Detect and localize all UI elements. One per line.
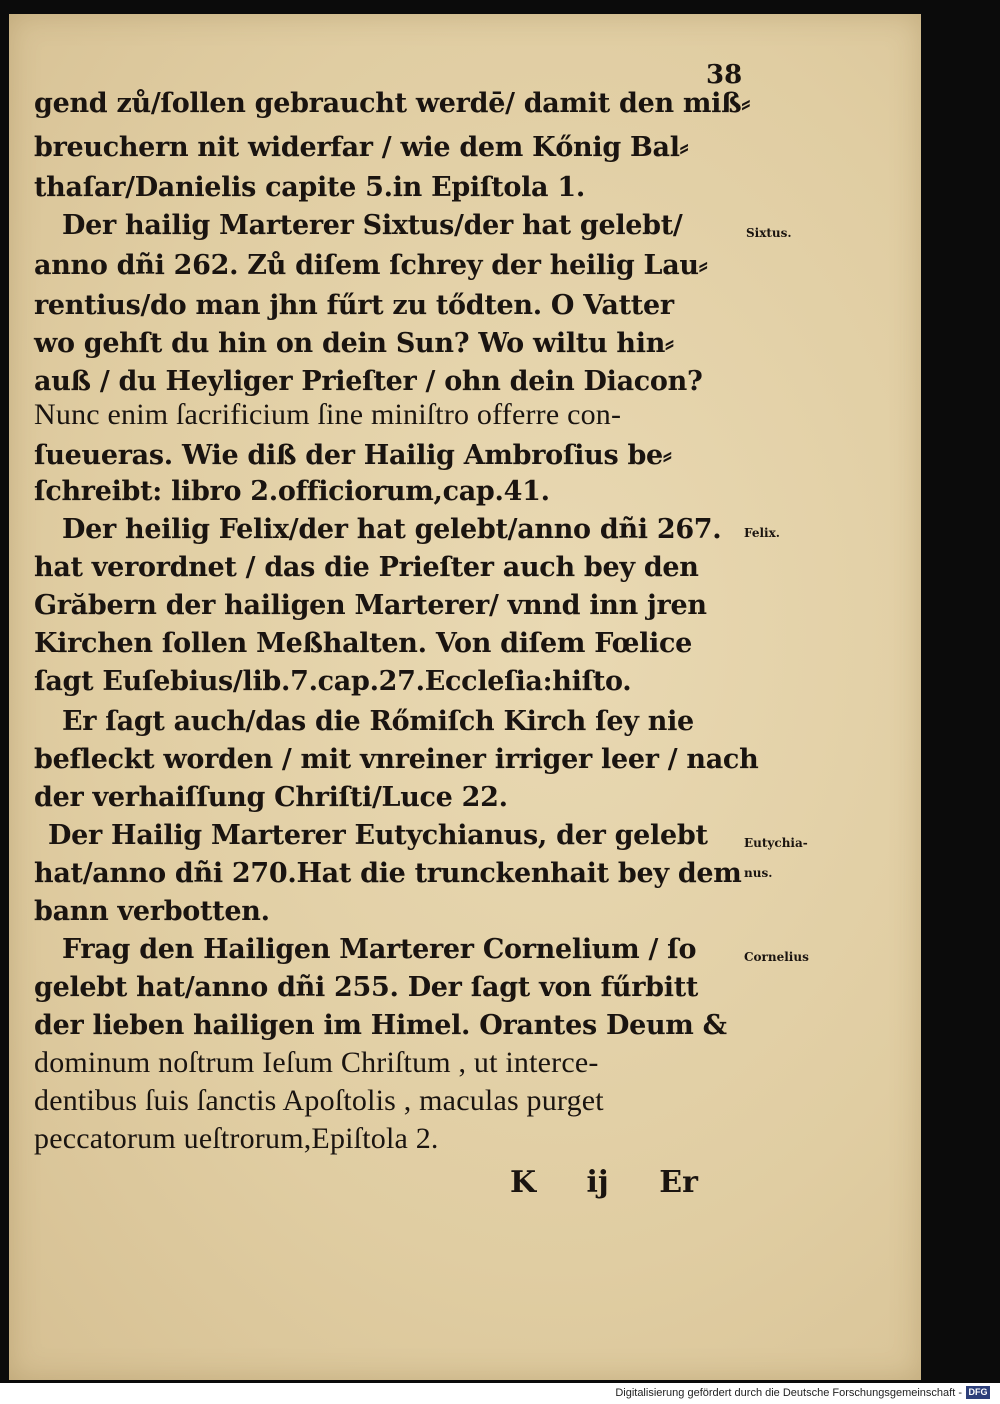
text-line: Der Hailig Marterer Eutychianus, der gelebt: [48, 820, 708, 851]
text-line: hat/anno dñi 270.Hat die trunckenhait bey dem: [34, 858, 742, 889]
text-line: dominum noſtrum Ieſum Chriſtum , ut interce-: [34, 1046, 599, 1079]
text-line: gelebt hat/anno dñi 255. Der ſagt von fűrbitt: [34, 972, 699, 1003]
dfg-logo: DFG: [966, 1386, 990, 1399]
footer-credit: Digitalisierung gefördert durch die Deutsche Forschungsgemeinschaft -: [615, 1387, 962, 1399]
margin-note-cornelius: Cornelius: [744, 950, 809, 964]
text-line: der verhaiſſung Chriſti/Luce 22.: [34, 782, 508, 813]
text-line: anno dñi 262. Zů diſem ſchrey der heilig Lau⸗: [34, 250, 708, 281]
text-line: Kirchen ſollen Meßhalten. Von diſem Fœlice: [34, 628, 692, 659]
text-line: ſagt Euſebius/lib.7.cap.27.Eccleſia:hiſto.: [34, 666, 632, 697]
text-line: ſueueras. Wie diß der Hailig Ambroſius be⸗: [34, 440, 672, 471]
margin-note-eutychianus: Eutychia-: [744, 836, 808, 850]
text-line: dentibus ſuis ſanctis Apoſtolis , maculas purget: [34, 1084, 604, 1117]
margin-note-eutychianus-cont: nus.: [744, 866, 773, 880]
text-line: der lieben hailigen im Himel. Orantes Deum &: [34, 1010, 727, 1041]
margin-note-sixtus: Sixtus.: [746, 226, 792, 240]
text-line: gend zů/ſollen gebraucht werdē/ damit den miß⸗: [34, 88, 751, 119]
page-number: 38: [706, 60, 743, 90]
text-line: Grăbern der hailigen Marterer/ vnnd inn jren: [34, 590, 707, 621]
text-line: wo gehſt du hin on dein Sun? Wo wiltu hin⸗: [34, 328, 674, 359]
text-line: thaſar/Danielis capite 5.in Epiſtola 1.: [34, 172, 585, 203]
text-line: Er ſagt auch/das die Rőmiſch Kirch ſey nie: [62, 706, 694, 737]
text-line: Der heilig Felix/der hat gelebt/anno dñi 267.: [62, 514, 722, 545]
text-line: breuchern nit widerfar / wie dem Kőnig Bal⸗: [34, 132, 689, 163]
text-line: Nunc enim ſacrificium ſine miniſtro offerre con-: [34, 398, 622, 431]
margin-note-felix: Felix.: [744, 526, 780, 540]
text-line: ſchreibt: libro 2.officiorum,cap.41.: [34, 476, 550, 507]
text-line: peccatorum ueſtrorum,Epiſtola 2.: [34, 1122, 439, 1155]
text-line: hat verordnet / das die Prieſter auch bey den: [34, 552, 699, 583]
catchword: K ij Er: [510, 1165, 698, 1200]
text-line: befleckt worden / mit vnreiner irriger leer / nach: [34, 744, 759, 775]
text-line: Der hailig Marterer Sixtus/der hat gelebt/: [62, 210, 683, 241]
text-line: Frag den Hailigen Marterer Cornelium / ſo: [62, 934, 697, 965]
text-line: auß / du Heyliger Prieſter / ohn dein Diacon?: [34, 366, 703, 397]
text-line: rentius/do man jhn fűrt zu tődten. O Vatter: [34, 290, 674, 321]
text-line: bann verbotten.: [34, 896, 270, 927]
